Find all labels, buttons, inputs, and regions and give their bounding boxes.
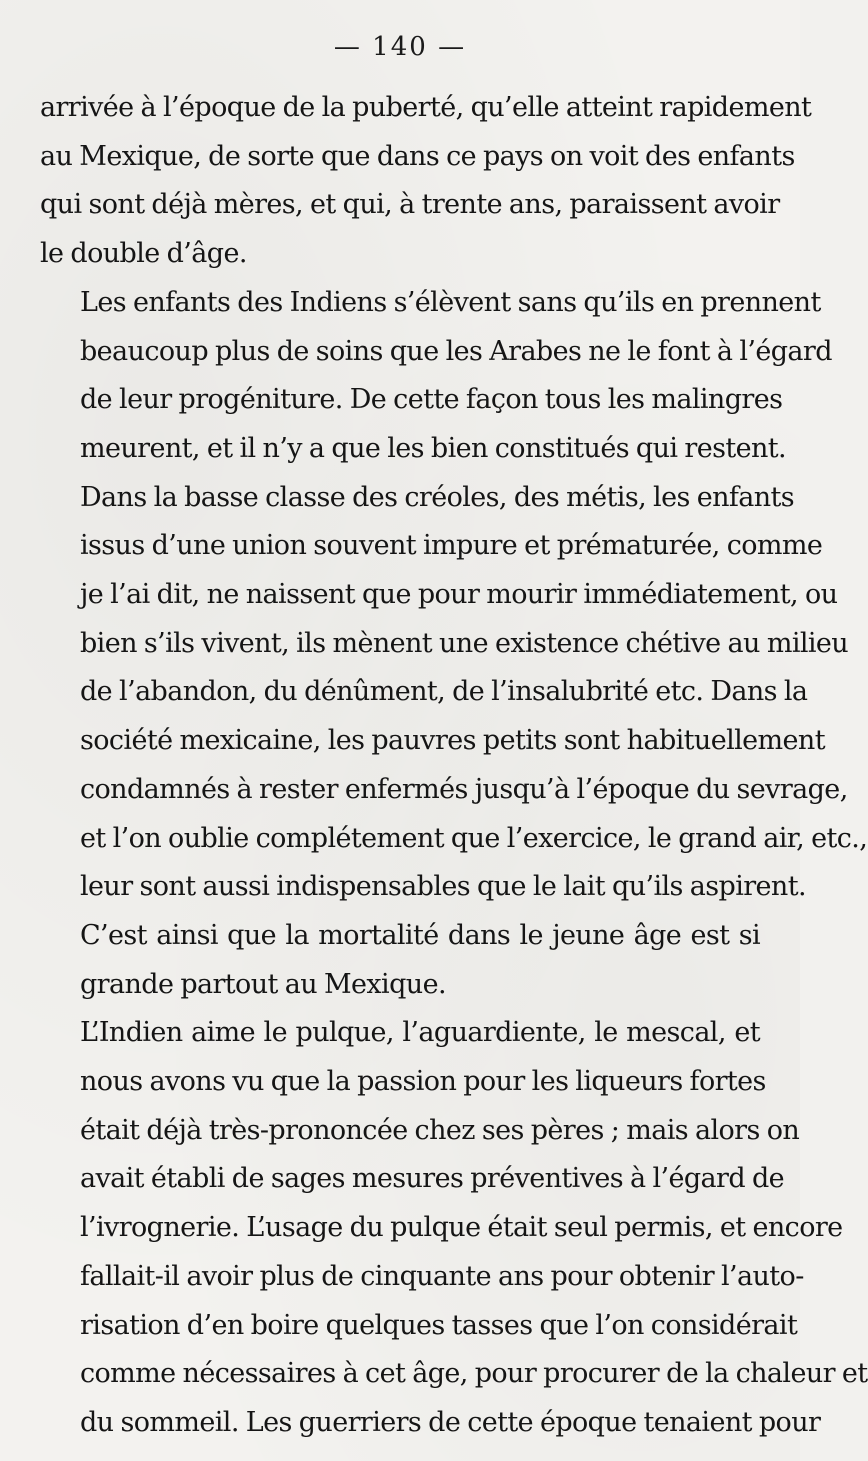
text-line: avait établi de sages mesures préventives à l’égard de: [80, 1163, 785, 1195]
paragraph-4: [40, 1009, 868, 1447]
text-line: risation d’en boire quelques tasses que l’on considérait: [80, 1309, 798, 1341]
text-line: était déjà très-prononcée chez ses pères ; mais alors on: [80, 1114, 800, 1146]
text-line: au Mexique, de sorte que dans ce pays on voit des enfants: [40, 140, 795, 172]
text-line: le double d’âge.: [40, 238, 247, 270]
text-line: L’Indien aime le pulque, l’aguardiente, le mescal, et: [80, 1017, 760, 1049]
text-line: et l’on oublie complétement que l’exercice, le grand air, etc.,: [80, 822, 868, 854]
text-line: société mexicaine, les pauvres petits sont habituellement: [80, 725, 825, 757]
text-line: de l’abandon, du dénûment, de l’insalubrité etc. Dans la: [80, 676, 808, 708]
body-text: [40, 84, 868, 1448]
text-line: je l’ai dit, ne naissent que pour mourir immédiatement, ou: [80, 579, 838, 611]
text-line: issus d’une union souvent impure et prématurée, comme: [80, 530, 823, 562]
text-line: l’ivrognerie. L’usage du pulque était seul permis, et encore: [80, 1212, 843, 1244]
text-line: fallait-il avoir plus de cinquante ans pour obtenir l’auto-: [80, 1260, 804, 1292]
text-line: du sommeil. Les guerriers de cette époque tenaient pour: [80, 1406, 821, 1438]
page-number: — 140 —: [333, 32, 467, 62]
text-line: C’est ainsi que la mortalité dans le jeune âge est si: [80, 919, 760, 951]
text-line: leur sont aussi indispensables que le lait qu’ils aspirent.: [80, 871, 806, 903]
text-line: Dans la basse classe des créoles, des métis, les enfants: [80, 481, 795, 513]
text-line: grande partout au Mexique.: [80, 968, 446, 1000]
paragraph-2: [40, 279, 832, 474]
text-line: nous avons vu que la passion pour les liqueurs fortes: [80, 1066, 766, 1098]
paragraph-3: [40, 474, 868, 1010]
text-line: condamnés à rester enfermés jusqu’à l’époque du sevrage,: [80, 773, 848, 805]
text-line: Les enfants des Indiens s’élèvent sans qu’ils en prennent: [80, 286, 821, 318]
text-line: meurent, et il n’y a que les bien constitués qui restent.: [80, 432, 787, 464]
text-line: arrivée à l’époque de la puberté, qu’elle atteint rapidement: [40, 92, 812, 123]
text-line: de leur progéniture. De cette façon tous les malingres: [80, 384, 783, 416]
paragraph-1: [40, 84, 812, 279]
text-line: beaucoup plus de soins que les Arabes ne le font à l’égard: [80, 335, 832, 367]
text-line: bien s’ils vivent, ils mènent une existence chétive au milieu: [80, 627, 849, 659]
text-line: comme nécessaires à cet âge, pour procurer de la chaleur et: [80, 1358, 868, 1390]
text-line: qui sont déjà mères, et qui, à trente ans, paraissent avoir: [40, 189, 780, 221]
